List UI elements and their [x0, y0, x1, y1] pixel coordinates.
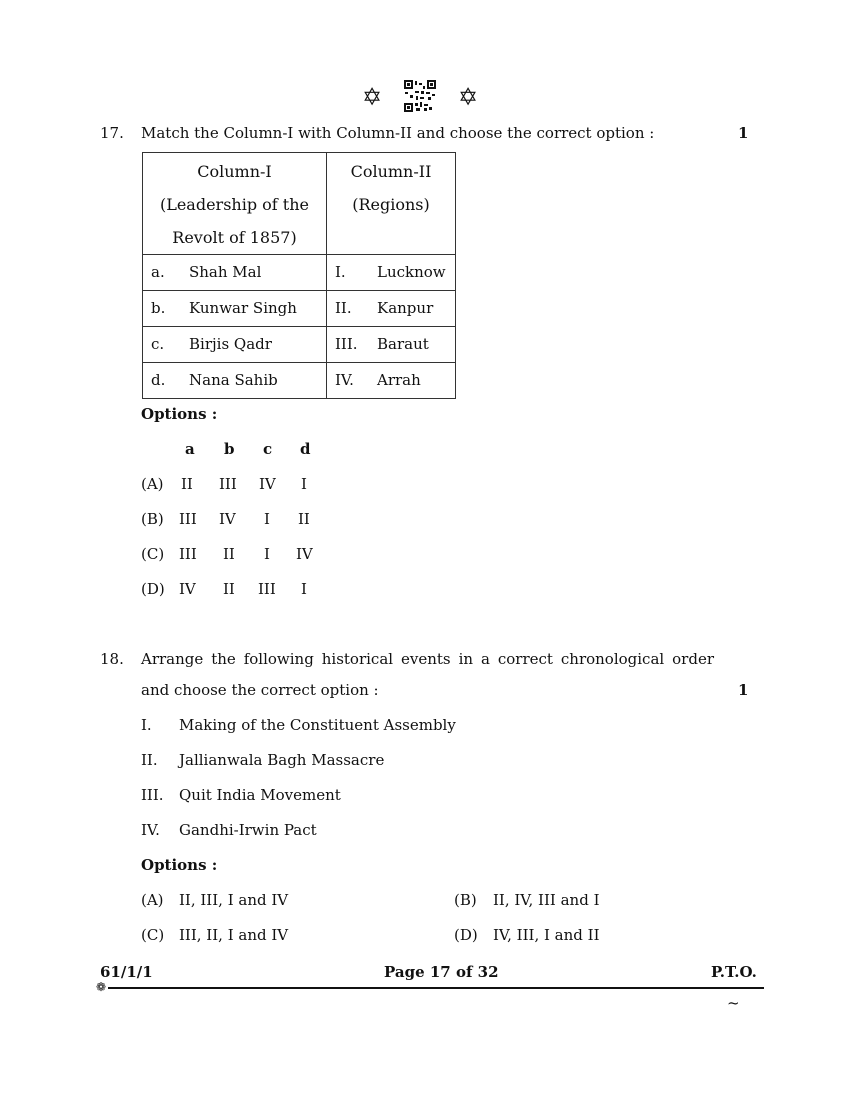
event-number: III.	[141, 786, 164, 804]
pto-label: P.T.O.	[711, 963, 757, 981]
table-cell	[327, 291, 456, 327]
option-value: IV	[296, 545, 313, 563]
option-col-a: a	[185, 440, 195, 458]
option-value: II	[298, 510, 310, 528]
six-pointed-star-icon: ✡	[362, 83, 383, 111]
option-value: IV	[179, 580, 196, 598]
option-text: II, III, I and IV	[179, 891, 289, 909]
row-value: Lucknow	[377, 263, 446, 281]
row-label: b.	[151, 299, 166, 317]
option-a[interactable]	[141, 475, 307, 493]
option-text: III, II, I and IV	[179, 926, 289, 944]
option-value: III	[179, 545, 197, 563]
row-label: a.	[151, 263, 165, 281]
row-value: Kanpur	[377, 299, 434, 317]
table-cell	[327, 327, 456, 363]
header-line: Column-II	[350, 162, 432, 181]
option-d[interactable]	[454, 926, 600, 944]
option-value: IV	[219, 510, 236, 528]
marks: 1	[738, 681, 749, 699]
paper-code: 61/1/1	[100, 963, 153, 981]
option-c[interactable]	[141, 545, 313, 563]
option-a[interactable]	[141, 891, 289, 909]
option-label: (A)	[141, 891, 164, 909]
option-value: III	[258, 580, 276, 598]
table-header-row	[143, 153, 456, 255]
event-item	[141, 751, 385, 769]
option-c[interactable]	[141, 926, 289, 944]
row-label: III.	[335, 335, 358, 353]
table-cell	[143, 255, 327, 291]
option-value: II	[223, 545, 235, 563]
table-cell	[327, 255, 456, 291]
six-pointed-star-icon: ✡	[458, 83, 479, 111]
option-b[interactable]	[141, 510, 310, 528]
option-value: I	[301, 580, 307, 598]
option-label: (C)	[141, 926, 165, 944]
header-line: Revolt of 1857)	[172, 228, 297, 247]
event-text: Quit India Movement	[179, 786, 341, 804]
option-value: II	[223, 580, 235, 598]
column-ii-header	[327, 153, 456, 255]
question-text: Match the Column-I with Column-II and choose the correct option :	[141, 124, 655, 142]
event-number: I.	[141, 716, 152, 734]
column-i-header	[143, 153, 327, 255]
row-value: Arrah	[377, 371, 421, 389]
row-value: Shah Mal	[189, 263, 262, 281]
option-value: IV	[259, 475, 276, 493]
options-label: Options :	[141, 405, 218, 423]
option-label: (B)	[454, 891, 477, 909]
table-cell	[143, 291, 327, 327]
table-cell	[327, 363, 456, 399]
row-label: I.	[335, 263, 346, 281]
options-label: Options :	[141, 856, 218, 874]
event-number: II.	[141, 751, 158, 769]
row-label: d.	[151, 371, 166, 389]
question-text: Arrange the following historical events in a correct chronological order	[141, 650, 714, 668]
row-value: Nana Sahib	[189, 371, 278, 389]
row-value: Birjis Qadr	[189, 335, 272, 353]
row-value: Kunwar Singh	[189, 299, 297, 317]
tilde-mark: ~	[727, 994, 740, 1012]
page-number: Page 17 of 32	[384, 963, 499, 981]
option-d[interactable]	[141, 580, 307, 598]
qr-code-icon	[404, 80, 436, 116]
option-text: IV, III, I and II	[493, 926, 600, 944]
match-table	[142, 152, 456, 399]
row-label: IV.	[335, 371, 354, 389]
option-text: II, IV, III and I	[493, 891, 600, 909]
question-text-cont: and choose the correct option :	[141, 681, 379, 699]
table-row	[143, 255, 456, 291]
option-value: III	[219, 475, 237, 493]
option-b[interactable]	[454, 891, 600, 909]
event-number: IV.	[141, 821, 160, 839]
divider	[108, 987, 764, 989]
event-item	[141, 821, 317, 839]
event-item	[141, 786, 341, 804]
row-value: Baraut	[377, 335, 429, 353]
option-value: I	[264, 545, 270, 563]
table-row	[143, 327, 456, 363]
event-item	[141, 716, 456, 734]
option-label: (B)	[141, 510, 164, 528]
table-row	[143, 363, 456, 399]
flower-icon: ❁	[96, 980, 107, 994]
header-line: (Leadership of the	[159, 195, 310, 214]
header-line: (Regions)	[352, 195, 430, 214]
option-col-d: d	[300, 440, 311, 458]
row-label: II.	[335, 299, 352, 317]
event-text: Gandhi-Irwin Pact	[179, 821, 317, 839]
option-label: (A)	[141, 475, 164, 493]
option-label: (D)	[141, 580, 165, 598]
option-value: I	[301, 475, 307, 493]
table-cell	[143, 327, 327, 363]
option-label: (D)	[454, 926, 478, 944]
option-value: III	[179, 510, 197, 528]
table-row	[143, 291, 456, 327]
marks: 1	[738, 124, 749, 142]
option-col-c: c	[263, 440, 273, 458]
question-number: 18.	[100, 650, 124, 668]
option-value: I	[264, 510, 270, 528]
event-text: Jallianwala Bagh Massacre	[179, 751, 385, 769]
option-col-b: b	[224, 440, 235, 458]
table-cell	[143, 363, 327, 399]
question-number: 17.	[100, 124, 124, 142]
row-label: c.	[151, 335, 165, 353]
option-value: II	[181, 475, 193, 493]
option-label: (C)	[141, 545, 165, 563]
event-text: Making of the Constituent Assembly	[179, 716, 456, 734]
header-line: Column-I	[197, 162, 272, 181]
